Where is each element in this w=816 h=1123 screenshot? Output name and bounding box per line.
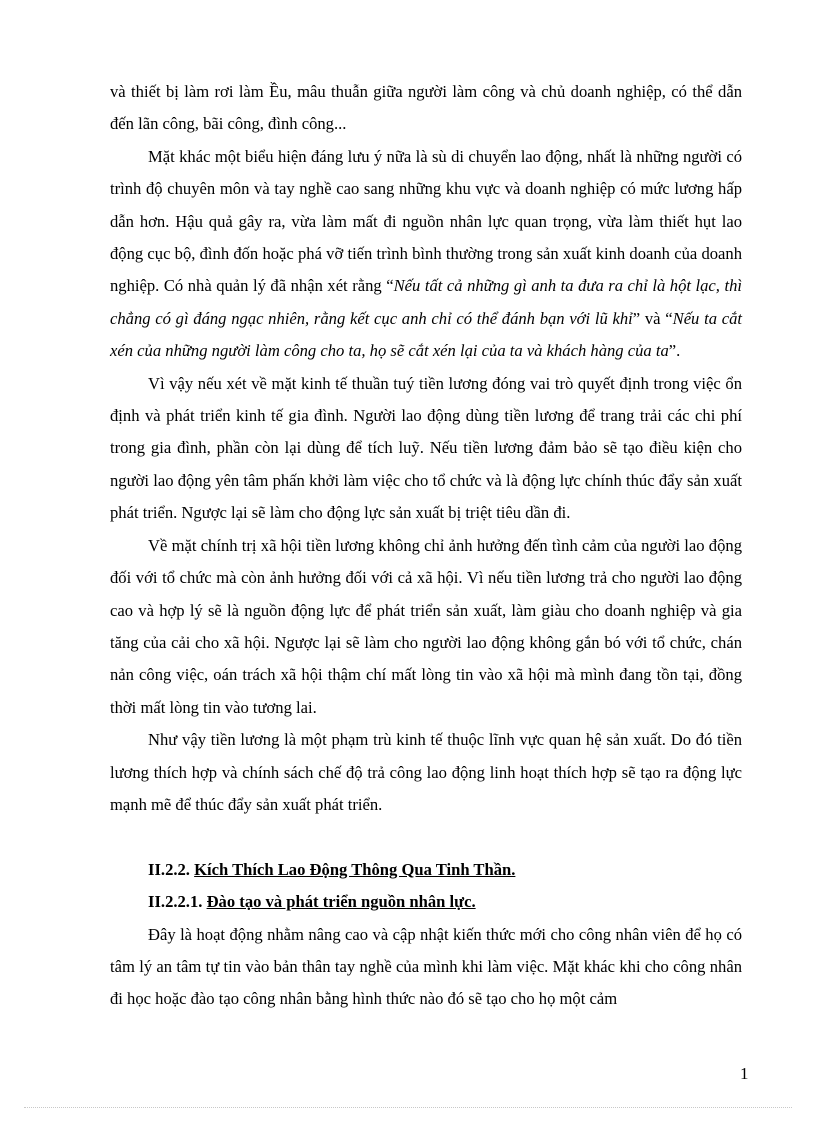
paragraph-labor-mobility	[110, 141, 742, 368]
paragraph-political-social: Về mặt chính trị xã hội tiền lương không chỉ ảnh hưởng đến tình cảm của người lao động đối với tổ chức mà còn ảnh hưởng đối với cả xã hội. Vì nếu tiền lương trả cho người lao động cao và hợp lý sẽ là nguồn động lực để phát triển sản xuất, làm giàu cho doanh nghiệp và gia tăng của cải cho xã hội. Ngược lại sẽ làm cho người lao động không gắn bó với tổ chức, chán nản công việc, oán trách xã hội thậm chí mất lòng tin vào xã hội mà mình đang tồn tại, đồng thời mất lòng tin vào tương lai.	[110, 535, 742, 717]
quote-cutting: Nếu ta cắt xén của những người làm công cho ta, họ sẽ cắt xén lại của ta và khách hàng của ta	[110, 308, 742, 361]
subsection-title: Đào tạo và phát triển nguồn nhân lực.	[206, 892, 476, 912]
section-title: Kích Thích Lao Động Thông Qua Tinh Thần.	[194, 859, 516, 879]
paragraph-continuation: và thiết bị làm rơi làm Ều, mâu thuẫn giữa người làm công và chủ doanh nghiệp, có thể dẫn đến lãn công, bãi công, đình công...	[110, 82, 742, 134]
paragraph-economic: Vì vậy nếu xét về mặt kinh tế thuần tuý tiền lương đóng vai trò quyết định trong việc ổn định và phát triển kinh tế gia đình. Người lao động dùng tiền lương để trang trải các chi phí trong gia đình, phần còn lại dùng để tích luỹ. Nếu tiền lương đảm bảo sẽ tạo điều kiện cho người lao động yên tâm phấn khởi làm việc cho tổ chức và là động lực chính thúc đẩy sản xuất phát triển. Ngược lại sẽ làm cho động lực sản xuất bị triệt tiêu dần đi.	[110, 373, 742, 523]
paragraph-conclusion: Như vậy tiền lương là một phạm trù kinh tế thuộc lĩnh vực quan hệ sản xuất. Do đó tiền lương thích hợp và chính sách chế độ trả công lao động linh hoạt thích hợp sẽ tạo ra động lực mạnh mẽ để thúc đẩy sản xuất phát triển.	[110, 730, 742, 814]
paragraph-text: Mặt khác một biểu hiện đáng lưu ý nữa là sù di chuyển lao động, nhất là những người có trình độ chuyên môn và tay nghề cao sang những khu vực và doanh nghiệp có mức lương hấp dẫn hơn. Hậu quả gây ra, vừa làm mất đi nguồn nhân lực quan trọng, vừa làm thiết hụt lao động cục bộ, đình đốn hoặc phá vỡ tiến trình bình thường trong sản xuất kinh doanh của doanh nghiệp. Có nhà quản lý đã nhận xét rằng “	[110, 146, 742, 296]
page-bottom-divider	[24, 1107, 792, 1108]
section-heading	[110, 854, 742, 886]
quote-separator: ” và “	[632, 308, 673, 328]
subsection-number: II.2.2.1.	[148, 892, 203, 912]
subsection-heading	[110, 886, 742, 918]
document-body	[110, 76, 742, 1016]
paragraph-training: Đây là hoạt động nhằm nâng cao và cập nhật kiến thức mới cho công nhân viên để họ có tâm lý an tâm tự tin vào bản thân tay nghề của mình khi làm việc. Mặt khác khi cho công nhân đi học hoặc đào tạo công nhân bằng hình thức nào đó sẽ tạo cho họ một cảm	[110, 924, 742, 1009]
spacer	[110, 821, 742, 853]
page-number: 1	[740, 1064, 749, 1083]
quote-peanuts: Nếu tất cả những gì anh ta đưa ra chỉ là hột lạc, thì chẳng có gì đáng ngạc nhiên, rằng kết cục anh chỉ có thể đánh bạn với lũ khỉ	[110, 276, 742, 328]
section-number: II.2.2.	[148, 859, 190, 879]
quote-end: ”.	[668, 341, 681, 361]
